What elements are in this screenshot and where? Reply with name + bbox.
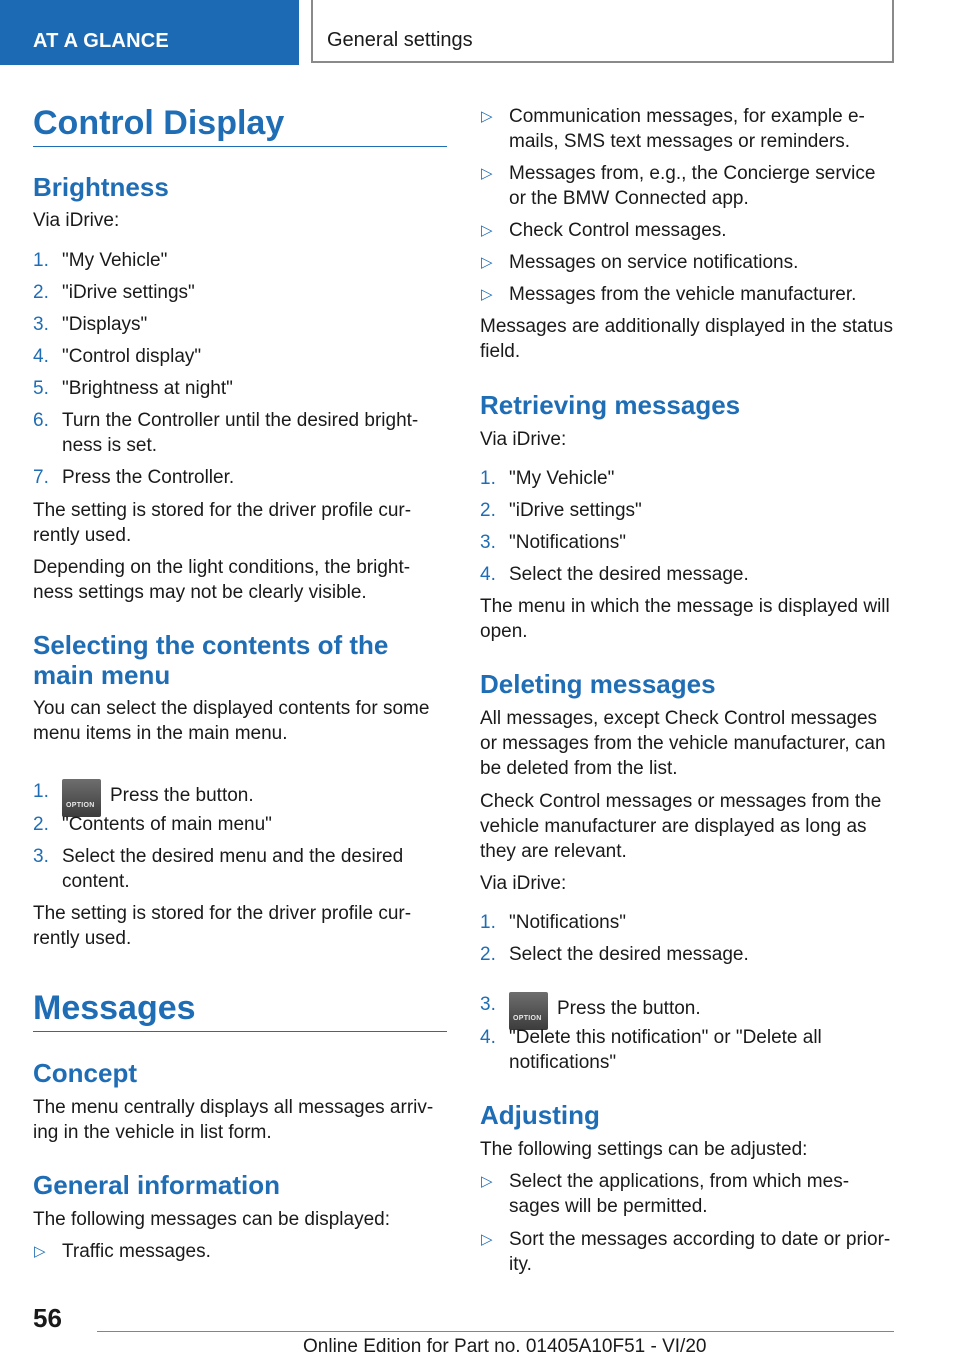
- list-item: 6. Turn the Controller until the desired bright- ness is set.: [33, 410, 419, 456]
- paragraph: The menu centrally displays all messages arriv- ing in the vehicle in list form.: [33, 1097, 434, 1143]
- list-item: 1. "Notifications": [480, 912, 626, 933]
- via-idrive-label: Via iDrive:: [33, 210, 120, 231]
- list-item: 4. Select the desired message.: [480, 564, 749, 585]
- heading-brightness: Brightness: [33, 172, 169, 202]
- list-item: 3. "Displays": [33, 314, 148, 335]
- list-item: 7. Press the Controller.: [33, 467, 235, 488]
- heading-control-display: Control Display: [33, 104, 285, 142]
- list-item: 2. Select the desired message.: [480, 944, 749, 965]
- paragraph: The following messages can be displayed:: [33, 1209, 390, 1230]
- bullet-item: ▷ Communication messages, for example e- mails, SMS text messages or reminders.: [481, 106, 865, 152]
- bullet-triangle-icon: ▷: [481, 1231, 493, 1248]
- chapter-box: [311, 0, 894, 63]
- heading-main-menu: Selecting the contents of the main menu: [33, 630, 389, 690]
- paragraph: You can select the displayed contents for some menu items in the main menu.: [33, 698, 430, 744]
- bullet-item: ▷ Select the applications, from which mes- sages will be permitted.: [481, 1171, 850, 1217]
- heading-adjusting: Adjusting: [480, 1100, 600, 1130]
- bullet-item: ▷ Messages from the vehicle manufacturer.: [481, 284, 857, 305]
- bullet-triangle-icon: ▷: [481, 165, 493, 182]
- list-item: 2. "iDrive settings": [33, 282, 195, 303]
- list-item: 1. "My Vehicle": [33, 250, 168, 271]
- bullet-item: ▷ Messages on service notifications.: [481, 252, 799, 273]
- bullet-triangle-icon: ▷: [481, 286, 493, 303]
- list-item: 5. "Brightness at night": [33, 378, 233, 399]
- list-item: 1. "My Vehicle": [480, 468, 615, 489]
- via-idrive-label: Via iDrive:: [480, 429, 567, 450]
- bullet-triangle-icon: ▷: [34, 1243, 46, 1260]
- list-item: 3. Select the desired menu and the desired content.: [33, 846, 404, 892]
- section-title: AT A GLANCE: [33, 30, 169, 52]
- page-number: 56: [33, 1303, 62, 1333]
- list-item: 4. "Control display": [33, 346, 202, 367]
- edition-footer: Online Edition for Part no. 01405A10F51 - VI/20: [303, 1336, 707, 1357]
- paragraph: The setting is stored for the driver profile cur- rently used.: [33, 500, 412, 546]
- heading-concept: Concept: [33, 1058, 137, 1088]
- paragraph: All messages, except Check Control messages or messages from the vehicle manufacturer, can be deleted from the list.: [480, 708, 886, 779]
- heading-rule: [33, 1031, 447, 1032]
- bullet-item: ▷ Messages from, e.g., the Concierge service or the BMW Connected app.: [481, 163, 876, 209]
- footer-rule: [97, 1331, 894, 1332]
- paragraph: Messages are additionally displayed in the status field.: [480, 316, 893, 362]
- paragraph: The menu in which the message is displayed will open.: [480, 596, 890, 642]
- list-item: 1. OPTION Press the button.: [33, 779, 447, 817]
- bullet-triangle-icon: ▷: [481, 254, 493, 271]
- bullet-item: ▷ Check Control messages.: [481, 220, 727, 241]
- heading-retrieving-messages: Retrieving messages: [480, 390, 741, 420]
- bullet-triangle-icon: ▷: [481, 222, 493, 239]
- via-idrive-label: Via iDrive:: [480, 873, 567, 894]
- paragraph: Depending on the light conditions, the bright- ness settings may not be clearly visible.: [33, 557, 411, 603]
- paragraph: The setting is stored for the driver profile cur- rently used.: [33, 903, 412, 949]
- list-item: 2. "iDrive settings": [480, 500, 642, 521]
- list-item: 2. "Contents of main menu": [33, 814, 272, 835]
- section-tab: [0, 0, 299, 65]
- bullet-item: ▷ Sort the messages according to date or prior- ity.: [481, 1229, 891, 1275]
- paragraph: Check Control messages or messages from the vehicle manufacturer are displayed as long as they are relevant.: [480, 791, 882, 862]
- list-item: 3. "Notifications": [480, 532, 626, 553]
- list-item: 3. OPTION Press the button.: [480, 992, 895, 1030]
- bullet-item: ▷ Traffic messages.: [34, 1241, 211, 1262]
- heading-general-information: General information: [33, 1170, 281, 1200]
- paragraph: The following settings can be adjusted:: [480, 1139, 808, 1160]
- heading-messages: Messages: [33, 989, 196, 1027]
- heading-deleting-messages: Deleting messages: [480, 669, 716, 699]
- list-item: 4. "Delete this notification" or "Delete all notifications": [480, 1027, 822, 1073]
- chapter-title: General settings: [327, 29, 473, 51]
- bullet-triangle-icon: ▷: [481, 1173, 493, 1190]
- bullet-triangle-icon: ▷: [481, 108, 493, 125]
- heading-rule: [33, 146, 447, 147]
